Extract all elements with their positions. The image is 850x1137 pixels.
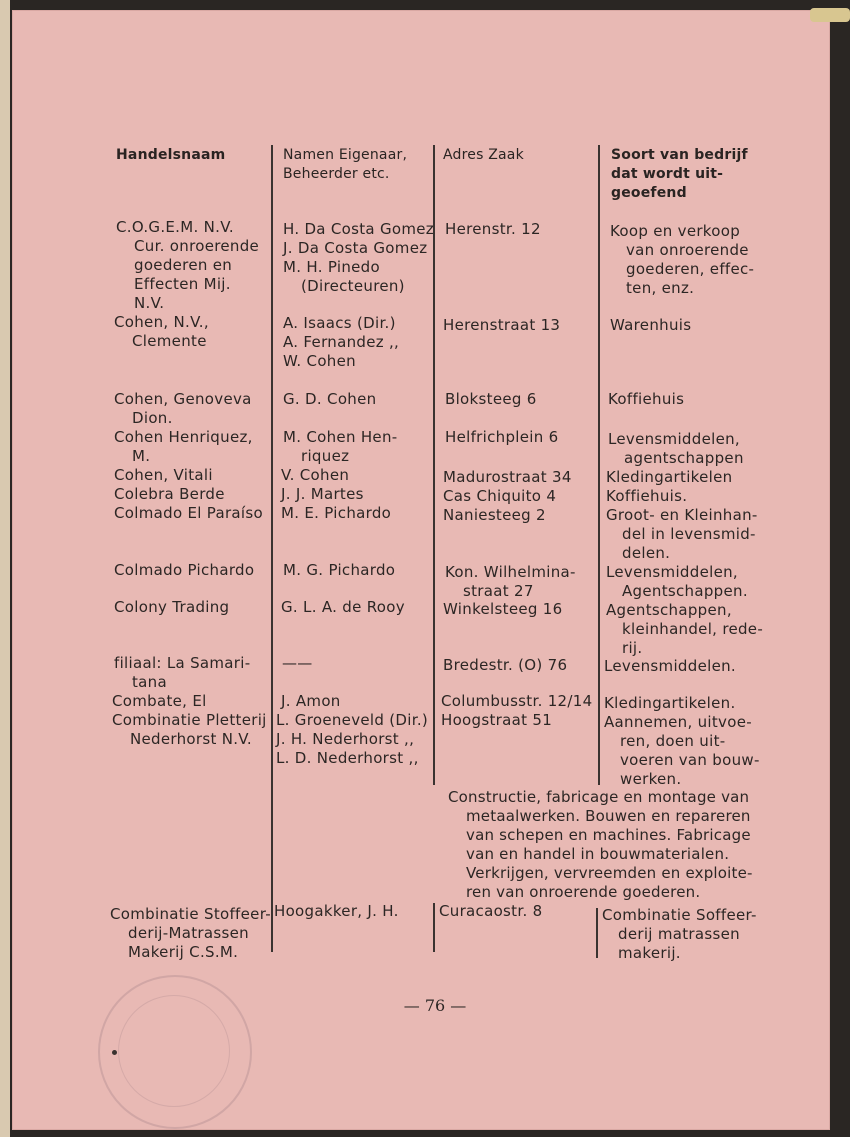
continuation-line: van en handel in bouwmaterialen. [466,845,730,863]
entry-name: Combate, El [112,692,207,710]
ink-dot [112,1050,117,1055]
entry-name: Combinatie Stoffeer- derij-Matrassen Makerij C.S.M. [110,905,271,961]
header-business-type [611,146,748,203]
entry-name: Cohen, Vitali [114,466,213,484]
entry-owner: M. E. Pichardo [281,504,392,522]
entry-address: Hoogstraat 51 [441,711,553,729]
entry-address: Columbusstr. 12/14 [441,692,593,710]
entry-business: Levensmiddelen. [604,657,736,675]
entry-name: Colony Trading [114,598,230,616]
entry-name: Combinatie Pletterij Nederhorst N.V. [112,711,267,748]
continuation-line: van schepen en machines. Fabricage [466,826,751,844]
entry-name: Cohen Henriquez, M. [114,428,253,465]
column-rule-2b [433,903,435,952]
entry-name: Colmado El Paraíso [114,504,263,522]
entry-business: Koop en verkoop van onroerende goederen, effec- ten, enz. [610,222,755,297]
entry-business: Aannemen, uitvoe- ren, doen uit- voeren van bouw- werken. [604,713,760,788]
entry-business: Groot- en Kleinhan- del in levensmid- delen. [606,506,758,562]
entry-name: Cohen, Genoveva Dion. [114,390,252,427]
entry-business: Agentschappen, kleinhandel, rede- rij. [606,601,764,657]
entry-owner: L. Groeneveld (Dir.) J. H. Nederhorst ,, L. D. Nederhorst ,, [276,711,429,767]
entry-business: Levensmiddelen, Agentschappen. [606,563,748,600]
header-business-line: geoefend [611,185,687,201]
entry-address: Herenstraat 13 [443,316,561,334]
entry-address: Helfrichplein 6 [445,428,559,446]
entry-business: Koffiehuis. [606,487,688,505]
entry-owner: J. J. Martes [281,485,364,503]
entry-business: Kledingartikelen. [604,694,736,712]
column-rule-1 [271,145,273,952]
entry-business: Levensmiddelen, agentschappen [608,430,744,467]
entry-name: filiaal: La Samari- tana [114,654,251,691]
continuation-line: metaalwerken. Bouwen en repareren [466,807,751,825]
header-owner-line: Namen Eigenaar, [283,147,408,163]
entry-address: Herenstr. 12 [445,220,541,238]
entry-address: Kon. Wilhelmina- straat 27 [445,563,576,600]
entry-owner: M. Cohen Hen- riquez [283,428,398,465]
entry-owner: G. D. Cohen [283,390,377,408]
column-rule-3 [598,145,600,785]
entry-address: Bloksteeg 6 [445,390,537,408]
entry-name: Colebra Berde [114,485,225,503]
entry-owner: M. G. Pichardo [283,561,396,579]
entry-address: Naniesteeg 2 [443,506,546,524]
library-stamp-inner [118,995,230,1107]
entry-business: Kledingartikelen [606,468,733,486]
continuation-line: ren van onroerende goederen. [466,883,701,901]
entry-address: Curacaostr. 8 [439,902,543,920]
book-spine [0,0,10,1137]
entry-owner: J. Amon [281,692,341,710]
entry-business: Warenhuis [610,316,692,334]
header-business-line: dat wordt uit- [611,166,724,182]
entry-address: Winkelsteeg 16 [443,600,563,618]
entry-name: C.O.G.E.M. N.V. Cur. onroerende goederen en Effecten Mij. N.V. [116,218,260,312]
entry-name: Colmado Pichardo [114,561,255,579]
continuation-paragraph [450,788,760,902]
entry-owner: V. Cohen [281,466,350,484]
column-rule-3b [596,908,598,958]
header-address: Adres Zaak [443,147,524,163]
entry-address: Cas Chiquito 4 [443,487,557,505]
entry-owner: Hoogakker, J. H. [274,902,399,920]
page-corner-tab [810,8,850,22]
entry-owner: G. L. A. de Rooy [281,598,405,616]
continuation-line: Constructie, fabricage en montage van [448,788,750,806]
entry-business: Combinatie Soffeer- derij matrassen makerij. [602,906,757,962]
entry-address: Madurostraat 34 [443,468,572,486]
page-number: — 76 — [403,996,467,1015]
header-owner-line: Beheerder etc. [283,166,390,182]
entry-owner: H. Da Costa Gomez J. Da Costa Gomez M. H. Pinedo (Directeuren) [283,220,434,295]
header-business-line: Soort van bedrijf [611,147,748,163]
entry-name: Cohen, N.V., Clemente [114,313,209,350]
entry-business: Koffiehuis [608,390,685,408]
entry-owner: —— [282,654,313,672]
header-trade-name: Handelsnaam [116,147,226,163]
header-owner [283,146,407,184]
entry-address: Bredestr. (O) 76 [443,656,568,674]
continuation-line: Verkrijgen, vervreemden en exploite- [466,864,753,882]
entry-owner: A. Isaacs (Dir.) A. Fernandez ,, W. Cohen [283,314,400,370]
